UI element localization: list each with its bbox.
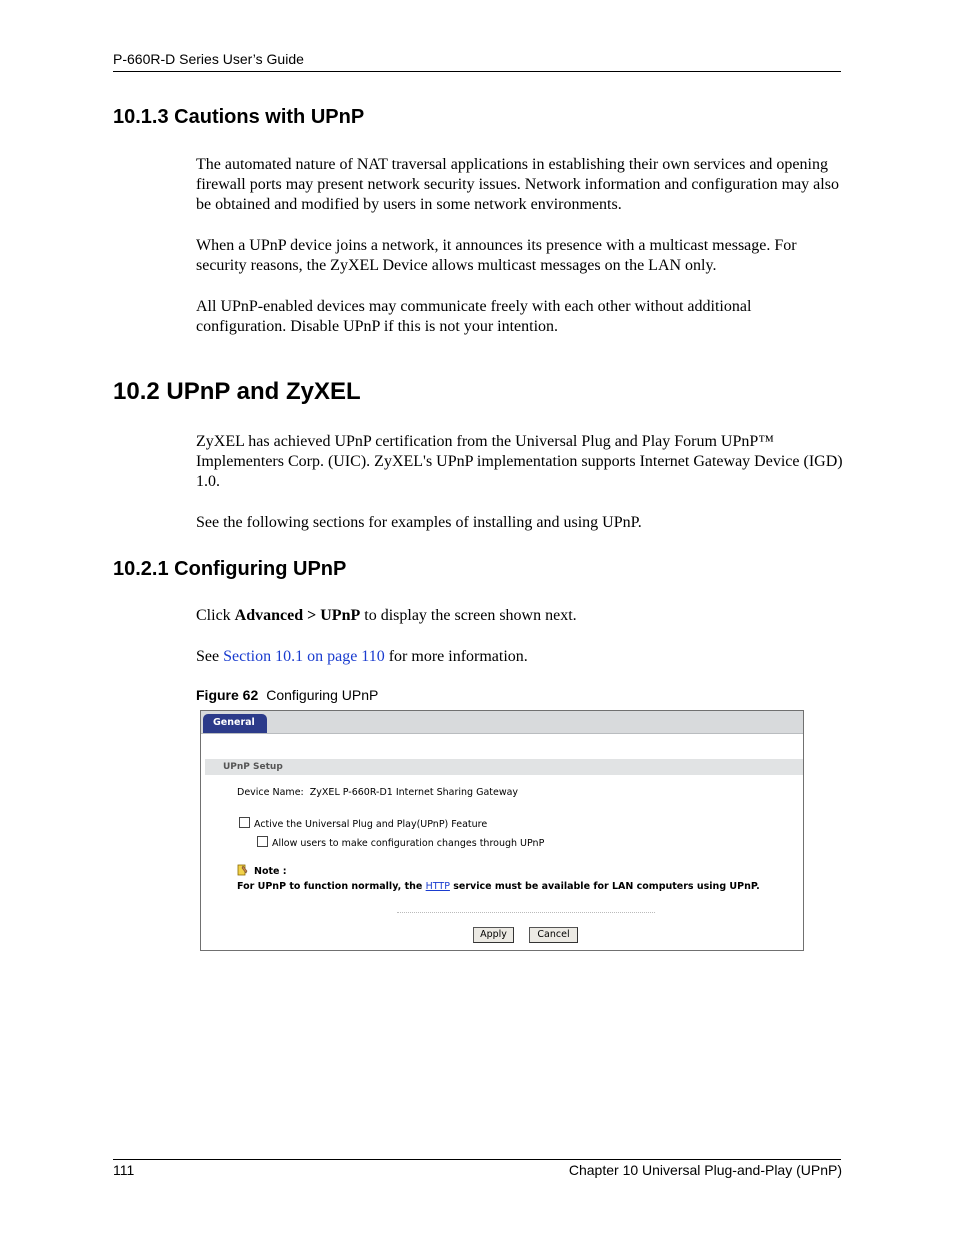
allow-config-checkbox[interactable] (257, 836, 268, 847)
chapter-title: Chapter 10 Universal Plug-and-Play (UPnP) (568, 1162, 842, 1178)
tab-bar (201, 711, 803, 734)
menu-path: Advanced > UPnP (234, 607, 361, 624)
cautions-paragraph-2: When a UPnP device joins a network, it announces its presence with a multicast message. For security reasons, the ZyXEL Device allows multicast messages on the LAN only. (196, 237, 797, 274)
active-upnp-row (239, 817, 487, 830)
active-upnp-label: Active the Universal Plug and Play(UPnP) Feature (254, 819, 488, 830)
note-pencil-icon (237, 864, 248, 876)
figure-title: Configuring UPnP (266, 687, 379, 703)
http-link[interactable]: HTTP (425, 881, 450, 892)
click-instruction (196, 606, 844, 626)
cancel-button[interactable]: Cancel (529, 927, 578, 943)
device-name-row (237, 787, 518, 798)
note-row (237, 864, 287, 877)
see-prefix: See (196, 648, 224, 665)
device-name-label: Device Name: (237, 787, 304, 798)
section-link[interactable]: Section 10.1 on page 110 (223, 648, 385, 665)
figure-label: Figure 62 (196, 687, 259, 703)
upnp-zyxel-paragraph-1: ZyXEL has achieved UPnP certification from the Universal Plug and Play Forum UPnP™ Implementers Corp. (UIC). ZyXEL's UPnP implementation supports Internet Gateway Device (IGD) 1.0. (196, 433, 843, 490)
heading-cautions: 10.1.3 Cautions with UPnP (113, 106, 365, 128)
note-label: Note : (254, 866, 287, 877)
click-suffix: to display the screen shown next. (360, 607, 577, 624)
footer-rule (113, 1159, 841, 1160)
button-divider (397, 912, 655, 913)
upnp-zyxel-paragraph-2: See the following sections for examples of installing and using UPnP. (196, 514, 642, 531)
cautions-paragraph-1: The automated nature of NAT traversal applications in establishing their own services and opening firewall ports may present network security issues. Network information and configuration may also be obtained and modified by users in some network environments. (196, 156, 839, 213)
allow-config-row (257, 836, 544, 849)
apply-button[interactable]: Apply (473, 927, 514, 943)
click-prefix: Click (196, 607, 235, 624)
guide-title: P-660R-D Series User’s Guide (113, 51, 304, 67)
allow-config-label: Allow users to make configuration changes through UPnP (272, 838, 545, 849)
see-reference (196, 647, 844, 667)
upnp-setup-section-title: UPnP Setup (205, 759, 803, 775)
notice-suffix: service must be available for LAN computers using UPnP. (449, 881, 760, 892)
notice-prefix: For UPnP to function normally, the (237, 881, 426, 892)
http-notice (237, 881, 760, 892)
active-upnp-checkbox[interactable] (239, 817, 250, 828)
upnp-screen-figure (200, 710, 804, 951)
tab-general[interactable]: General (203, 714, 267, 733)
device-name-value: ZyXEL P-660R-D1 Internet Sharing Gateway (309, 787, 519, 798)
heading-upnp-zyxel: 10.2 UPnP and ZyXEL (113, 378, 361, 405)
figure-caption (196, 687, 378, 703)
header-rule (113, 71, 841, 72)
see-suffix: for more information. (384, 648, 528, 665)
page-number: 111 (113, 1162, 135, 1178)
heading-configuring: 10.2.1 Configuring UPnP (113, 558, 347, 580)
cautions-paragraph-3: All UPnP-enabled devices may communicate freely with each other without additional configuration. Disable UPnP if this is not your intention. (196, 298, 752, 335)
